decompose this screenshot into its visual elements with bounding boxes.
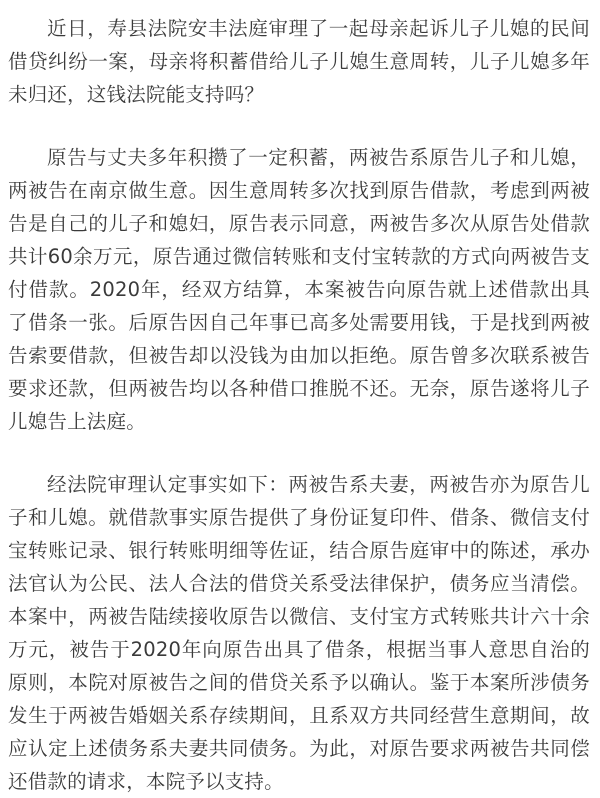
paragraph-court-findings: 经法院审理认定事实如下：两被告系夫妻，两被告亦为原告儿子和儿媳。就借款事实原告提供了身份证复印件、借条、微信支付宝转账记录、银行转账明细等佐证，结合原告庭审中的陈述，承办法官认为公民、法人合法的借贷关系受法律保护，债务应当清偿。本案中，两被告陆续接收原告以微信、支付宝方式转账共计六十余万元，被告于2020年向原告出具了借条，根据当事人意思自治的原则，本院对原被告之间的借贷关系予以确认。鉴于本案所涉债务发生于两被告婚姻关系存续期间，且系双方共同经营生意期间，故应认定上述债务系夫妻共同债务。为此，对原告要求两被告共同偿还借款的请求，本院予以支持。 <box>8 473 590 793</box>
paragraph-intro: 近日，寿县法院安丰法庭审理了一起母亲起诉儿子儿媳的民间借贷纠纷一案，母亲将积蓄借给儿子儿媳生意周转，儿子儿媳多年未归还，这钱法院能支持吗？ <box>8 17 590 106</box>
paragraph-case-facts: 原告与丈夫多年积攒了一定积蓄，两被告系原告儿子和儿媳，两被告在南京做生意。因生意周转多次找到原告借款，考虑到两被告是自己的儿子和媳妇，原告表示同意，两被告多次从原告处借款共计60余万元，原告通过微信转账和支付宝转款的方式向两被告支付借款。2020年，经双方结算，本案被告向原告就上述借款出具了借条一张。后原告因自己年事已高多处需要用钱，于是找到两被告索要借款，但被告却以没钱为由加以拒绝。原告曾多次联系被告要求还款，但两被告均以各种借口推脱不还。无奈，原告遂将儿子儿媳告上法庭。 <box>8 146 590 433</box>
